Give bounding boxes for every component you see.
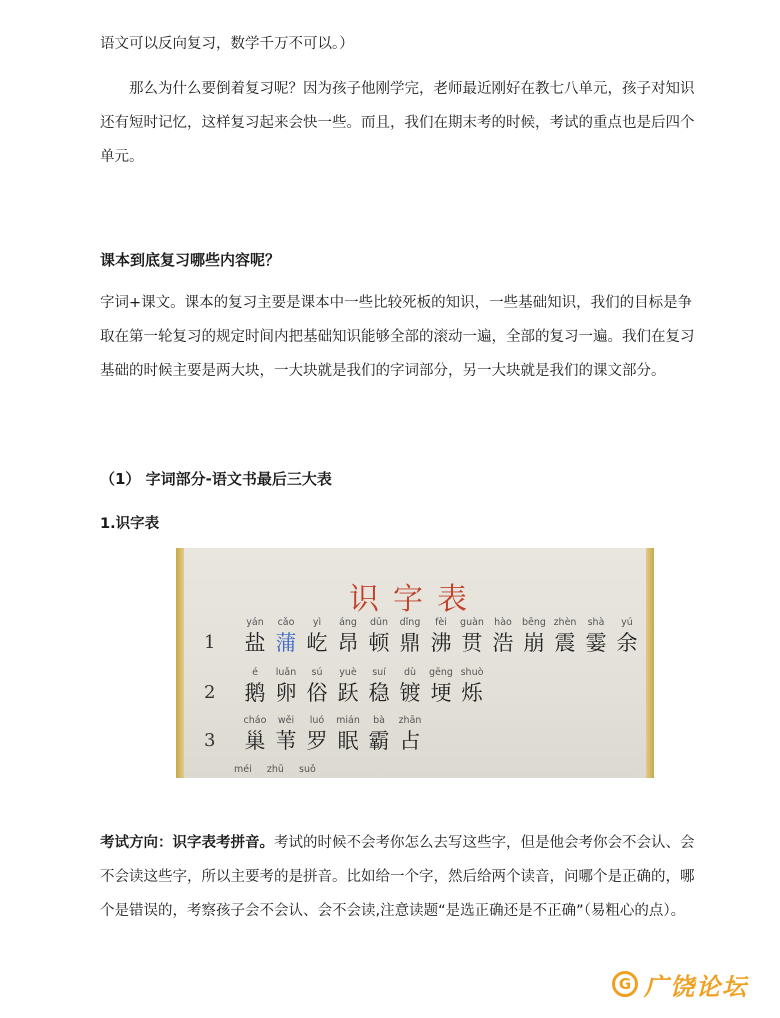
paragraph-exam-direction [100, 826, 700, 928]
exam-direction-text: 考试的时候不会考你怎么去写这些字，但是他会考你会不会认、会不会读这些字，所以主要考的是拼音。比如给一个字，然后给两个读音，问哪个是正确的，哪个是错误的，考察孩子会不会认、会不会读,注意读题“是选正确还是不正确”（易粗心的点）。 [100, 835, 695, 919]
pinyin: gēng [429, 667, 453, 678]
char-cell [271, 714, 301, 754]
char-cell [240, 714, 270, 754]
char-cell [364, 616, 394, 656]
hanzi: 霸 [368, 729, 390, 753]
pinyin: zhèn [553, 617, 577, 628]
hanzi: 盐 [244, 631, 266, 655]
hanzi: 鼎 [399, 631, 421, 655]
hanzi: 蒲 [275, 631, 297, 655]
char-cell [271, 666, 301, 706]
char-cell [302, 714, 332, 754]
heading-word-section: （1） 字词部分-语文书最后三大表 [100, 470, 332, 488]
pinyin: bēng [522, 617, 546, 628]
hanzi: 鹅 [244, 681, 266, 705]
pinyin: sú [311, 667, 323, 678]
char-cell [457, 666, 487, 706]
hanzi: 贯 [461, 631, 483, 655]
pinyin: cháo [243, 715, 267, 726]
paragraph-review-scope: 字词+课文。课本的复习主要是课本中一些比较死板的知识，一些基础知识，我们的目标是争取在第一轮复习的规定时间内把基础知识能够全部的滚动一遍，全部的复习一遍。我们在复习基础的时候主要是两大块，一大块就是我们的字词部分，另一大块就是我们的课文部分。 [100, 295, 695, 379]
row-number: 3 [204, 730, 216, 751]
pinyin: luǎn [275, 667, 297, 678]
pinyin: cǎo [277, 617, 295, 628]
pinyin: zhān [398, 715, 422, 726]
heading-literacy-table: 1.识字表 [100, 516, 160, 532]
hanzi: 沸 [430, 631, 452, 655]
char-cell [395, 616, 425, 656]
pinyin: áng [339, 617, 357, 628]
char-cell [550, 616, 580, 656]
hanzi: 昂 [337, 631, 359, 655]
char-cell [333, 666, 363, 706]
pinyin: bà [373, 715, 385, 726]
pinyin: dǐng [399, 617, 421, 628]
pinyin: yuè [339, 667, 357, 678]
pinyin: guàn [460, 617, 484, 628]
row-number: 1 [204, 632, 216, 653]
pinyin: wěi [277, 715, 295, 726]
paragraph-why-reverse: 那么为什么要倒着复习呢？因为孩子他刚学完，老师最近刚好在教七八单元，孩子对知识还有短时记忆，这样复习起来会快一些。而且，我们在期末考的时候，考试的重点也是后四个单元。 [100, 81, 695, 165]
partial-pinyin-3: suǒ [299, 764, 316, 775]
textbook-title: 识字表 [349, 582, 481, 617]
hanzi: 眠 [337, 729, 359, 753]
hanzi: 跃 [337, 681, 359, 705]
partial-pinyin-2: zhū [266, 764, 284, 775]
char-cell [457, 616, 487, 656]
pinyin: dūn [369, 617, 389, 628]
heading-review-content: 课本到底复习哪些内容呢？ [100, 251, 281, 269]
watermark-text: 广饶论坛 [644, 972, 748, 1001]
pinyin: é [252, 667, 258, 678]
pinyin: hào [494, 617, 512, 628]
pinyin: luó [309, 715, 325, 726]
hanzi: 埂 [430, 681, 452, 705]
hanzi: 屹 [306, 631, 328, 655]
char-cell [333, 714, 363, 754]
char-cell [581, 616, 611, 656]
hanzi: 罗 [306, 729, 328, 753]
hanzi: 卵 [275, 681, 297, 705]
paragraph-intro-end: 语文可以反向复习，数学千万不可以。） [100, 36, 354, 52]
char-cell [426, 616, 456, 656]
char-cell [519, 616, 549, 656]
textbook-row-partial [234, 764, 654, 775]
exam-direction-label: 考试方向：识字表考拼音。 [100, 835, 274, 851]
hanzi: 镀 [399, 681, 421, 705]
hanzi: 占 [399, 729, 421, 753]
row-number: 2 [204, 682, 216, 703]
watermark [612, 966, 748, 1002]
hanzi: 烁 [461, 681, 483, 705]
hanzi: 顿 [368, 631, 390, 655]
textbook-photo [176, 548, 654, 778]
pinyin: mián [336, 715, 360, 726]
char-cell [333, 616, 363, 656]
char-cell [364, 714, 394, 754]
pinyin: fèi [435, 617, 447, 628]
hanzi: 余 [616, 631, 638, 655]
char-cell [395, 714, 425, 754]
char-cell [488, 616, 518, 656]
char-cell [302, 616, 332, 656]
hanzi: 稳 [368, 681, 390, 705]
hanzi: 俗 [306, 681, 328, 705]
hanzi: 巢 [244, 729, 266, 753]
pinyin: suí [372, 667, 386, 678]
char-cell [302, 666, 332, 706]
pinyin: shà [587, 617, 605, 628]
hanzi: 浩 [492, 631, 514, 655]
partial-pinyin-1: méi [234, 764, 252, 775]
char-cell [364, 666, 394, 706]
pinyin: yú [621, 617, 633, 628]
hanzi: 震 [554, 631, 576, 655]
char-cell [240, 666, 270, 706]
watermark-logo-icon: G [612, 971, 638, 997]
hanzi: 霎 [585, 631, 607, 655]
char-cell [271, 616, 301, 656]
pinyin: shuò [460, 667, 484, 678]
char-cell [426, 666, 456, 706]
hanzi: 苇 [275, 729, 297, 753]
hanzi: 崩 [523, 631, 545, 655]
pinyin: dù [403, 667, 417, 678]
char-cell [612, 616, 642, 656]
pinyin: yì [312, 617, 322, 628]
pinyin: yán [246, 617, 264, 628]
char-cell [240, 616, 270, 656]
char-cell [395, 666, 425, 706]
